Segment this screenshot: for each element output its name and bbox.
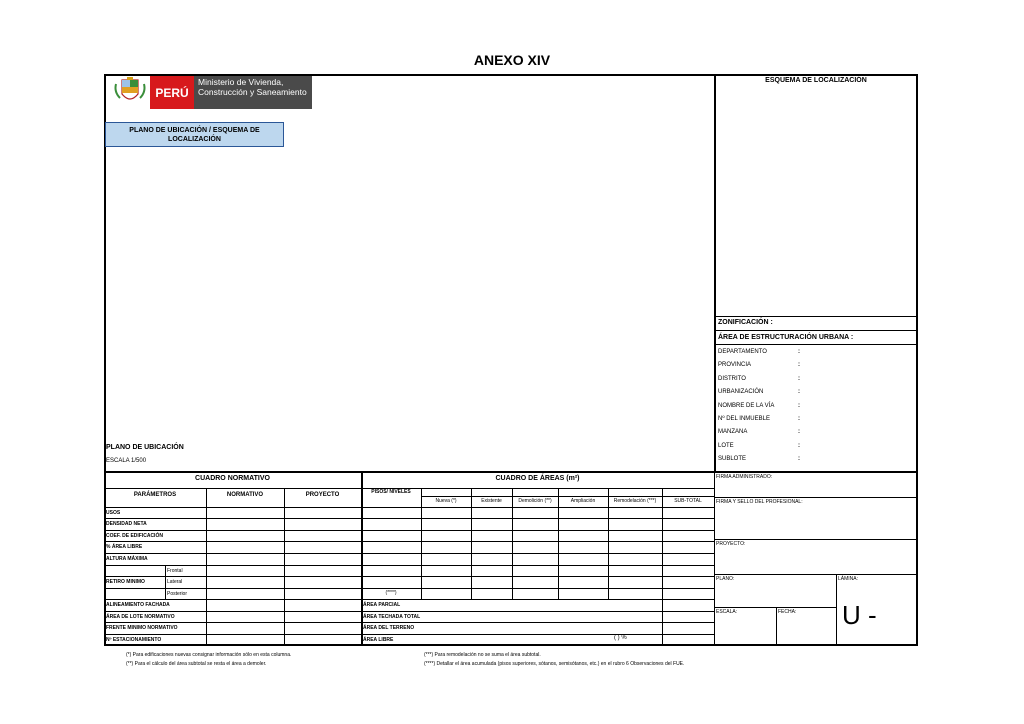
footnote-1: (*) Para edificaciones nuevas consignar información sólo en esta columna. <box>126 652 292 658</box>
location-field-label: DEPARTAMENTO <box>718 349 767 355</box>
retiro-sub-label: Lateral <box>167 579 183 585</box>
divider <box>104 530 361 531</box>
divider <box>104 488 361 489</box>
normativo-row-label: ALTURA MÁXIMA <box>106 556 148 562</box>
pisos-header: PISOS/ NIVELES <box>371 489 411 495</box>
ministry-logo <box>110 76 312 109</box>
location-field-sep: : <box>798 429 800 436</box>
divider <box>165 565 166 599</box>
divider <box>104 588 361 589</box>
divider <box>715 497 918 498</box>
areas-summary-label: ÁREA LIBRE <box>363 637 394 643</box>
divider <box>104 611 361 612</box>
normativo-row-label: % ÁREA LIBRE <box>106 544 143 550</box>
areas-column-header: Ampliación <box>570 498 596 504</box>
divider <box>662 599 663 646</box>
location-field-label: SUBLOTE <box>718 456 747 463</box>
retiro-label: RETIRO MINIMO <box>106 579 145 585</box>
lamina-code: U - <box>842 600 877 630</box>
location-field-label: LOTE <box>718 442 734 449</box>
areas-column-header: SUB-TOTAL <box>674 498 702 504</box>
location-field-sep: : <box>798 416 800 422</box>
location-field-label: MANZANA <box>718 429 748 436</box>
plano-label: PLANO: <box>716 576 735 582</box>
areas-summary-label: ÁREA DEL TERRENO <box>363 625 415 631</box>
location-field-label: NOMBRE DE LA VÍA <box>718 402 775 409</box>
location-field-sep: : <box>798 442 800 449</box>
retiro-sub-label: Posterior <box>167 591 188 597</box>
location-field-sep: : <box>798 375 800 382</box>
escala-label: ESCALA 1/500 <box>106 458 147 464</box>
right-panel-divider <box>714 74 716 472</box>
normativo-row-label: ALINEAMIENTO FACHADA <box>106 602 170 608</box>
divider <box>836 574 837 646</box>
esquema-title: ESQUEMA DE LOCALIZACIÓN <box>765 77 867 84</box>
divider <box>662 488 663 599</box>
divider <box>361 553 714 554</box>
firma-profesional-label: FIRMA Y SELLO DEL PROFESIONAL: <box>716 499 803 505</box>
location-field-label: Nº DEL INMUEBLE <box>718 416 770 422</box>
normativo-row-label: ÁREA DE LOTE NORMATIVO <box>106 614 175 620</box>
plano-ubicacion-label: PLANO DE UBICACIÓN <box>106 444 184 451</box>
divider <box>421 488 422 599</box>
divider <box>421 496 714 497</box>
divider <box>361 541 714 542</box>
divider <box>361 588 714 589</box>
normativo-row-label: Nº ESTACIONAMIENTO <box>106 637 162 643</box>
firma-administrado-label: FIRMA ADMINISTRADO: <box>716 474 773 480</box>
divider <box>471 488 472 599</box>
footnote-2: (**) Para el cálculo del área subtotal se resta el área a demoler. <box>126 661 267 667</box>
cuadro-areas-title: CUADRO DE ÁREAS (m²) <box>495 475 580 482</box>
normativo-row-label: COEF. DE EDIFICACIÓN <box>106 533 163 539</box>
divider <box>715 344 918 345</box>
divider <box>361 530 714 531</box>
areas-summary-label: ÁREA PARCIAL <box>363 602 401 608</box>
page-title: ANEXO XIV <box>473 52 551 68</box>
divider <box>104 553 361 554</box>
normativo-row-label: USOS <box>106 510 121 516</box>
divider <box>361 565 714 566</box>
footnote-3: (***) Para remodelación no se suma el área subtotal. <box>424 652 541 658</box>
divider <box>104 565 361 566</box>
areas-column-header: Nueva (*) <box>435 498 457 504</box>
location-field-label: DISTRITO <box>718 375 746 382</box>
divider <box>104 622 361 623</box>
divider <box>608 488 609 599</box>
drawing-frame <box>104 74 918 646</box>
footnote-4: (****) Detallar el área acumulada (pisos superiores, sótanos, semisótanos, etc.) en el rubro 6 Observaciones del FUE. <box>424 661 685 667</box>
location-field-sep: : <box>798 402 800 409</box>
location-field-label: PROVINCIA <box>718 362 752 369</box>
location-field-sep: : <box>798 389 800 396</box>
divider <box>715 330 918 331</box>
normativo-header: NORMATIVO <box>226 492 264 498</box>
divider <box>104 634 361 635</box>
escala-field-label: ESCALA: <box>716 609 738 615</box>
retiro-sub-label: Frontal <box>167 568 183 574</box>
areas-marker: (****) <box>385 590 397 596</box>
areas-column-header: Remodelación (***) <box>613 498 657 504</box>
normativo-header: PROYECTO <box>305 492 340 498</box>
location-field-sep: : <box>798 349 800 355</box>
fecha-label: FECHA: <box>778 609 797 615</box>
tables-top-divider <box>104 471 918 473</box>
divider <box>714 472 715 646</box>
area-libre-percent: ( ) % <box>614 635 627 641</box>
divider <box>512 488 513 599</box>
areas-column-header: Demolición (**) <box>518 498 552 504</box>
plan-box-label: PLANO DE UBICACIÓN / ESQUEMA DE LOCALIZACIÓN <box>105 122 284 147</box>
area-estructuracion-label: ÁREA DE ESTRUCTURACIÓN URBANA : <box>718 334 854 341</box>
normativo-row-label: FRENTE MINIMO NORMATIVO <box>106 625 178 631</box>
divider <box>361 507 714 508</box>
divider <box>104 518 361 519</box>
divider <box>361 518 714 519</box>
divider <box>776 607 777 646</box>
areas-summary-label: ÁREA TECHADA TOTAL <box>363 614 421 620</box>
divider <box>104 576 361 577</box>
divider <box>558 488 559 599</box>
normativo-row-label: DENSIDAD NETA <box>106 521 147 527</box>
location-field-sep: : <box>798 456 800 463</box>
normativo-header: PARÁMETROS <box>133 492 177 498</box>
ministry-name: Ministerio de Vivienda, Construcción y Saneamiento <box>194 76 312 109</box>
peru-label: PERÚ <box>150 76 194 109</box>
divider <box>715 574 918 575</box>
divider <box>104 599 361 600</box>
cuadro-normativo-title: CUADRO NORMATIVO <box>195 475 270 482</box>
lamina-label: LÁMINA: <box>838 576 859 582</box>
zonificacion-label: ZONIFICACIÓN : <box>718 319 773 326</box>
coat-of-arms-icon <box>110 76 150 109</box>
divider <box>715 316 918 317</box>
location-field-label: URBANIZACIÓN <box>718 389 764 396</box>
divider <box>104 541 361 542</box>
divider <box>104 507 361 508</box>
areas-column-header: Existente <box>481 498 502 504</box>
location-field-sep: : <box>798 362 800 369</box>
divider <box>361 576 714 577</box>
proyecto-label: PROYECTO: <box>716 541 746 547</box>
divider <box>715 539 918 540</box>
